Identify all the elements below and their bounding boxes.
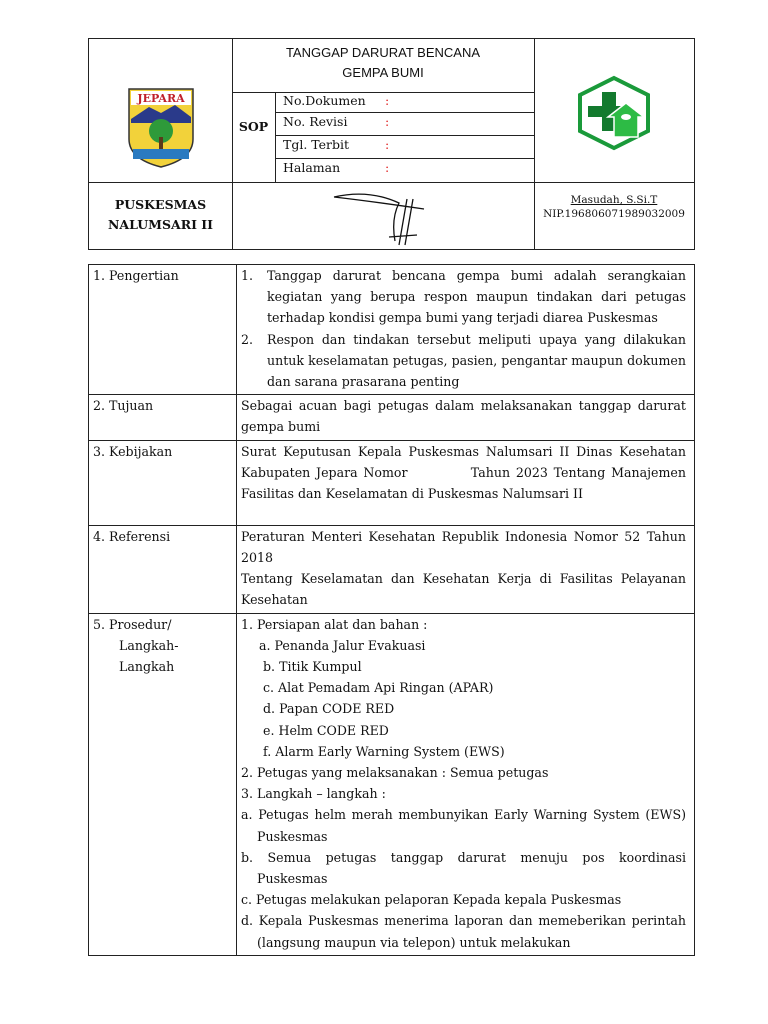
content-kebijakan: Surat Keputusan Kepala Puskesmas Nalumsari II Dinas Kesehatan Kabupaten Jepara Nomor Tahun 2023 Tentang Manajemen Fasilitas dan Keselamatan di Puskesmas Nalumsari II	[237, 440, 695, 525]
meta-tgl-terbit: Tgl. Terbit :	[283, 137, 390, 152]
content-pengertian: 1. Tanggap darurat bencana gempa bumi adalah serangkaian kegiatan yang berupa respon maupun tindakan dari petugas terhadap kondisi gempa bumi yang terjadi diarea Puskesmas 2. Respon dan tindakan tersebut meliputi upaya yang dilakukan untuk keselamatan petugas, pasien, pengantar maupun dokumen dan sarana prasarana penting	[237, 265, 695, 395]
label-pengertian: 1. Pengertian	[89, 265, 237, 395]
sop-content-table	[88, 264, 695, 956]
signer-nip: NIP.196806071989032009	[543, 208, 685, 220]
list-item: f. Alarm Early Warning System (EWS)	[263, 743, 505, 759]
logo-text: JEPARA	[137, 92, 185, 105]
meta-no-dokumen: No.Dokumen :	[283, 93, 390, 108]
list-item: e. Helm CODE RED	[263, 722, 389, 738]
signature	[329, 189, 439, 251]
list-item: a. Penanda Jalur Evakuasi	[259, 637, 426, 653]
jepara-logo	[121, 83, 201, 169]
organization-name: PUSKESMAS NALUMSARI II	[108, 197, 213, 232]
label-referensi: 4. Referensi	[89, 525, 237, 613]
label-tujuan: 2. Tujuan	[89, 395, 237, 440]
list-item: d. Kepala Puskesmas menerima laporan dan memeberikan perintah (langsung maupun via telepon) untuk melakukan	[241, 913, 686, 950]
row-referensi	[89, 525, 695, 613]
content-prosedur: 1. Persiapan alat dan bahan : a. Penanda Jalur Evakuasi b. Titik Kumpul c. Alat Pemadam Api Ringan (APAR) d. Papan CODE RED e. Helm CODE RED f. Alarm Early Warning System (EWS) 2. Petugas yang melaksanakan : Semua petugas 3. Langkah – langkah : a. Petugas helm merah membunyikan Early Warning System (EWS) Puskesmas b. Semua petugas tanggap darurat menuju pos koordinasi Puskesmas c. Petugas melakukan pelaporan Kepada kepala Puskesmas d. Kepala Puskesmas menerima laporan dan memeberikan perintah (langsung maupun via telepon) untuk melakukan	[237, 613, 695, 955]
label-prosedur: 5. Prosedur/ Langkah- Langkah	[89, 613, 237, 955]
content-referensi: Peraturan Menteri Kesehatan Republik Indonesia Nomor 52 Tahun 2018 Tentang Keselamatan dan Kesehatan Kerja di Fasilitas Pelayanan Kesehatan	[237, 525, 695, 613]
list-item: b. Titik Kumpul	[263, 659, 362, 675]
meta-no-revisi: No. Revisi :	[283, 114, 390, 129]
title-line-2: GEMPA BUMI	[342, 65, 424, 80]
meta-halaman: Halaman :	[283, 160, 390, 175]
signer	[534, 193, 694, 221]
puskesmas-logo	[574, 75, 654, 151]
title-line-1: TANGGAP DARURAT BENCANA	[285, 45, 481, 60]
document-title	[232, 43, 534, 83]
row-kebijakan	[89, 440, 695, 525]
list-item: c. Petugas melakukan pelaporan Kepada kepala Puskesmas	[241, 892, 622, 908]
list-item: a. Petugas helm merah membunyikan Early Warning System (EWS) Puskesmas	[241, 807, 686, 844]
row-pengertian	[89, 265, 695, 395]
sop-header	[88, 38, 695, 250]
list-item: d. Papan CODE RED	[263, 701, 395, 717]
list-item: c. Alat Pemadam Api Ringan (APAR)	[263, 680, 494, 696]
list-item: b. Semua petugas tanggap darurat menuju pos koordinasi Puskesmas	[241, 849, 686, 887]
row-tujuan	[89, 395, 695, 440]
label-kebijakan: 3. Kebijakan	[89, 440, 237, 525]
row-prosedur	[89, 613, 695, 955]
content-tujuan: Sebagai acuan bagi petugas dalam melaksanakan tanggap darurat gempa bumi	[237, 395, 695, 440]
signer-name: Masudah, S.Si.T	[570, 194, 658, 206]
sop-label: SOP	[238, 119, 269, 134]
